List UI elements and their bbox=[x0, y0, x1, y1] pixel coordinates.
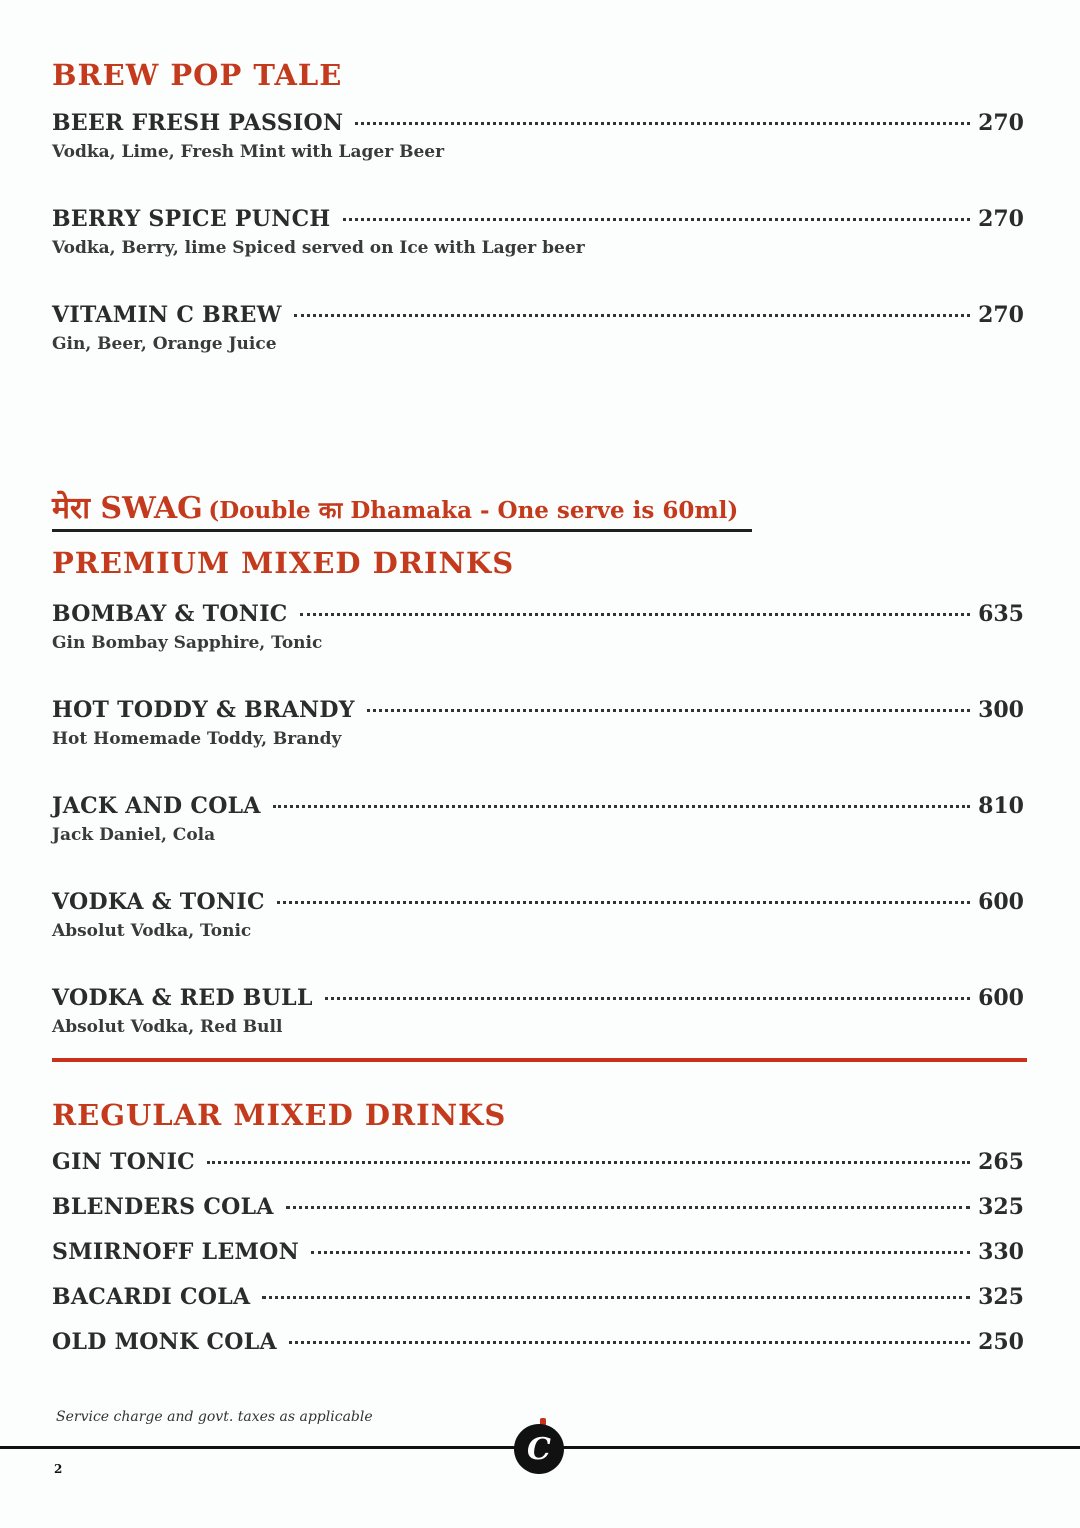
item-price: 325 bbox=[978, 1284, 1024, 1310]
item-name: BEER FRESH PASSION bbox=[52, 110, 344, 136]
menu-item bbox=[52, 985, 1024, 1037]
leader-dots bbox=[311, 1251, 970, 1254]
leader-dots bbox=[355, 122, 970, 125]
item-name: VITAMIN C BREW bbox=[52, 302, 282, 328]
item-name: JACK AND COLA bbox=[52, 793, 261, 819]
leader-dots bbox=[343, 218, 971, 221]
leader-dots bbox=[277, 901, 970, 904]
item-name: BERRY SPICE PUNCH bbox=[52, 206, 331, 232]
item-price: 810 bbox=[978, 793, 1024, 819]
swag-underline bbox=[52, 529, 752, 532]
menu-item bbox=[52, 793, 1024, 845]
menu-item bbox=[52, 1194, 1024, 1220]
item-description: Jack Daniel, Cola bbox=[52, 825, 216, 845]
brand-logo-icon: C bbox=[514, 1424, 564, 1474]
leader-dots bbox=[367, 709, 970, 712]
leader-dots bbox=[286, 1206, 970, 1209]
section-divider bbox=[52, 1058, 1027, 1062]
item-price: 270 bbox=[978, 110, 1024, 136]
footer-note: Service charge and govt. taxes as applicable bbox=[56, 1409, 373, 1425]
menu-item bbox=[52, 1329, 1024, 1355]
leader-dots bbox=[273, 805, 970, 808]
item-name: BLENDERS COLA bbox=[52, 1194, 274, 1220]
section-title-brew: BREW POP TALE bbox=[52, 58, 343, 92]
item-name: BACARDI COLA bbox=[52, 1284, 251, 1310]
menu-item bbox=[52, 1284, 1024, 1310]
item-description: Vodka, Lime, Fresh Mint with Lager Beer bbox=[52, 142, 445, 162]
leader-dots bbox=[300, 613, 970, 616]
swag-heading bbox=[52, 486, 738, 527]
menu-item bbox=[52, 302, 1024, 354]
item-price: 600 bbox=[978, 985, 1024, 1011]
leader-dots bbox=[294, 314, 970, 317]
item-description: Gin, Beer, Orange Juice bbox=[52, 334, 277, 354]
item-name: GIN TONIC bbox=[52, 1149, 195, 1175]
item-description: Gin Bombay Sapphire, Tonic bbox=[52, 633, 323, 653]
item-price: 270 bbox=[978, 302, 1024, 328]
item-name: BOMBAY & TONIC bbox=[52, 601, 288, 627]
item-description: Hot Homemade Toddy, Brandy bbox=[52, 729, 342, 749]
menu-item bbox=[52, 206, 1024, 258]
item-price: 600 bbox=[978, 889, 1024, 915]
menu-item bbox=[52, 1149, 1024, 1175]
leader-dots bbox=[207, 1161, 970, 1164]
item-price: 300 bbox=[978, 697, 1024, 723]
item-name: HOT TODDY & BRANDY bbox=[52, 697, 355, 723]
item-name: VODKA & TONIC bbox=[52, 889, 265, 915]
item-name: VODKA & RED BULL bbox=[52, 985, 313, 1011]
item-description: Vodka, Berry, lime Spiced served on Ice with Lager beer bbox=[52, 238, 585, 258]
item-description: Absolut Vodka, Red Bull bbox=[52, 1017, 283, 1037]
menu-item bbox=[52, 601, 1024, 653]
menu-item bbox=[52, 1239, 1024, 1265]
section-title-premium: PREMIUM MIXED DRINKS bbox=[52, 546, 515, 580]
menu-item bbox=[52, 110, 1024, 162]
page-number: 2 bbox=[54, 1462, 63, 1476]
item-price: 265 bbox=[978, 1149, 1024, 1175]
item-name: OLD MONK COLA bbox=[52, 1329, 277, 1355]
item-price: 325 bbox=[978, 1194, 1024, 1220]
item-price: 250 bbox=[978, 1329, 1024, 1355]
item-name: SMIRNOFF LEMON bbox=[52, 1239, 300, 1265]
section-title-regular: REGULAR MIXED DRINKS bbox=[52, 1098, 507, 1132]
item-price: 635 bbox=[978, 601, 1024, 627]
leader-dots bbox=[325, 997, 970, 1000]
swag-subtitle: (Double का Dhamaka - One serve is 60ml) bbox=[208, 497, 739, 524]
leader-dots bbox=[289, 1341, 970, 1344]
menu-item bbox=[52, 889, 1024, 941]
leader-dots bbox=[262, 1296, 970, 1299]
item-description: Absolut Vodka, Tonic bbox=[52, 921, 252, 941]
swag-title: मेरा SWAG bbox=[52, 491, 203, 526]
item-price: 270 bbox=[978, 206, 1024, 232]
menu-item bbox=[52, 697, 1024, 749]
item-price: 330 bbox=[978, 1239, 1024, 1265]
